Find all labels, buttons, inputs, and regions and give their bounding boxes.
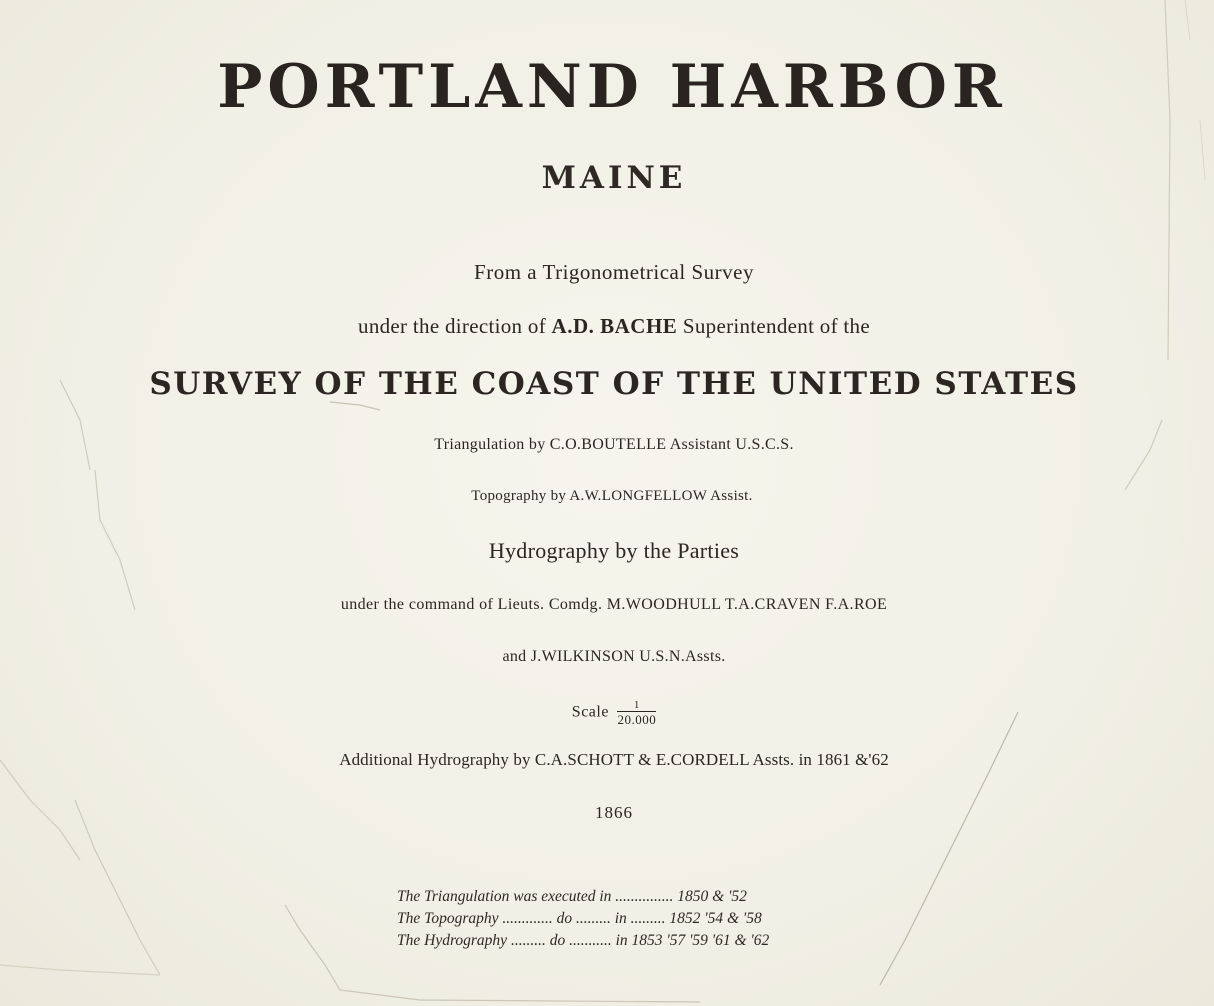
direction-line — [0, 314, 1214, 339]
superintendent-name: A.D. BACHE — [551, 314, 678, 338]
survey-source-line: From a Trigonometrical Survey — [474, 260, 754, 284]
wilkinson-credit: and J.WILKINSON U.S.N.Assts. — [502, 648, 726, 665]
note-topography: The Topography ............. do ......... in ......... 1852 '54 & '58 — [397, 910, 762, 927]
publication-year: 1866 — [595, 803, 633, 822]
hydrography-heading: Hydrography by the Parties — [488, 538, 740, 563]
note-hydrography: The Hydrography ......... do ........... in 1853 '57 '59 '61 & '62 — [397, 932, 770, 949]
survey-organization-title: SURVEY OF THE COAST OF THE UNITED STATES — [149, 366, 1079, 402]
topography-credit: Topography by A.W.LONGFELLOW Assist. — [471, 488, 753, 504]
scale-fraction — [617, 700, 656, 726]
additional-hydrography-credit: Additional Hydrography by C.A.SCHOTT & E.CORDELL Assts. in 1861 &'62 — [339, 750, 889, 769]
note-triangulation: The Triangulation was executed in ............... 1850 & '52 — [397, 888, 747, 905]
triangulation-credit: Triangulation by C.O.BOUTELLE Assistant U.S.C.S. — [434, 436, 794, 453]
chart-subtitle-state: MAINE — [541, 160, 687, 196]
direction-line-suffix: Superintendent of the — [682, 314, 870, 338]
scale-numerator: 1 — [617, 700, 656, 712]
scale-label: Scale — [571, 703, 609, 721]
execution-notes — [397, 886, 857, 952]
chart-title: PORTLAND HARBOR — [217, 52, 1007, 122]
scale-line — [0, 700, 1214, 726]
command-credit: under the command of Lieuts. Comdg. M.WOODHULL T.A.CRAVEN F.A.ROE — [340, 596, 888, 613]
direction-line-prefix: under the direction of — [358, 314, 546, 338]
scale-denominator: 20.000 — [617, 712, 657, 727]
